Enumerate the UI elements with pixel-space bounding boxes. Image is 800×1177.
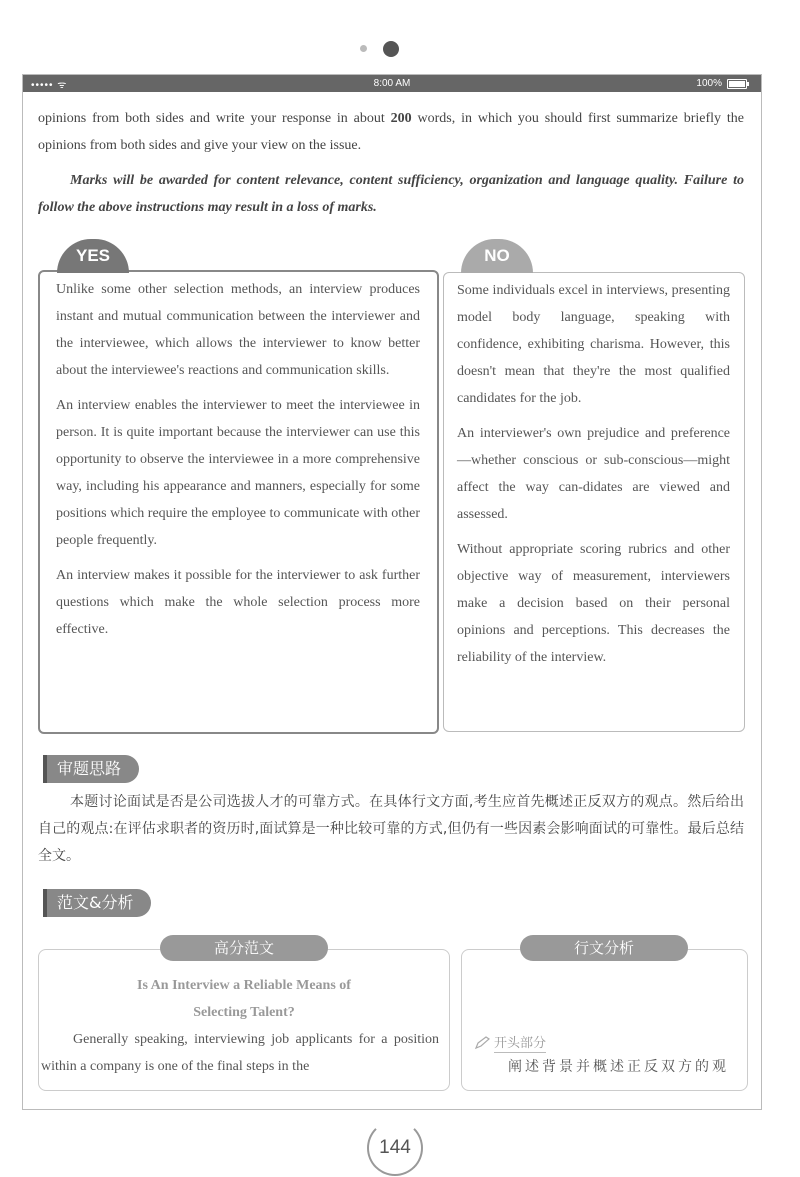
intro-text-after: words, in which you should first summarize briefly the opinions from both sides and give your view on the issue. xyxy=(38,111,745,153)
camera-indicator xyxy=(360,45,367,52)
word-count: 200 xyxy=(390,111,412,126)
camera-icon xyxy=(383,41,399,57)
yes-tab: YES xyxy=(57,239,129,273)
essay-title-line-2: Selecting Talent? xyxy=(193,1005,295,1020)
essay-title xyxy=(39,972,449,1026)
marking-instructions: Marks will be awarded for content relevance, content sufficiency, organization and language quality. Failure to follow the above instructions may result in a loss of marks. xyxy=(38,173,744,215)
section-title-sample-essay: 范文&分析 xyxy=(43,889,151,917)
analysis-heading-label: 开头部分 xyxy=(494,1032,546,1053)
page-number: 144 xyxy=(367,1120,423,1176)
status-bar xyxy=(23,75,761,92)
battery-indicator xyxy=(696,78,747,89)
battery-icon xyxy=(727,79,747,89)
analysis-approach-text: 本题讨论面试是否是公司选拔人才的可靠方式。在具体行文方面,考生应首先概述正反双方的观点。然后给出自己的观点:在评估求职者的资历时,面试算是一种比较可靠的方式,但仍有一些因素会影响面试的可靠性。最后总结全文。 xyxy=(38,794,744,864)
signal-icon: ••••• ᯤ xyxy=(31,80,68,91)
sample-essay-tab: 高分范文 xyxy=(160,935,328,961)
analysis-heading xyxy=(474,1032,546,1053)
sample-essay-card xyxy=(38,949,450,1091)
yes-card xyxy=(38,270,439,734)
status-time: 8:00 AM xyxy=(373,78,411,89)
tablet-screen xyxy=(22,74,762,1110)
analysis-text: 阐述背景并概述正反双方的观 xyxy=(508,1059,729,1075)
pencil-icon xyxy=(474,1036,492,1050)
no-tab: NO xyxy=(461,239,533,273)
writing-analysis-card xyxy=(461,949,748,1091)
no-paragraph-1: Some individuals excel in interviews, presenting model body language, speaking with confidence, exhibiting charisma. However, this doesn't mean that they're the most qualified candidates for the job. xyxy=(457,283,730,406)
no-card xyxy=(443,272,745,732)
intro-text-before: opinions from both sides and write your response in about xyxy=(38,111,391,126)
essay-body: Generally speaking, interviewing job applicants for a position within a company is one of the final steps in the xyxy=(41,1032,439,1074)
no-paragraph-3: Without appropriate scoring rubrics and other objective way of measurement, interviewers make a decision based on their personal opinions and perceptions. This decreases the reliability of the interview. xyxy=(457,542,730,665)
battery-percent: 100% xyxy=(696,78,722,89)
section-title-analysis-approach: 审题思路 xyxy=(43,755,139,783)
intro-paragraph xyxy=(38,105,744,159)
no-paragraph-2: An interviewer's own prejudice and preference—whether conscious or sub-conscious—might affect the way can-didates are viewed and assessed. xyxy=(457,426,730,522)
yes-paragraph-3: An interview makes it possible for the interviewer to ask further questions which make the whole selection process more effective. xyxy=(56,568,420,637)
essay-title-line-1: Is An Interview a Reliable Means of xyxy=(137,978,351,993)
yes-paragraph-1: Unlike some other selection methods, an interview produces instant and mutual communication between the interviewer and the interviewee, which allows the interviewer to know better about the interviewee's reactions and communication skills. xyxy=(56,282,420,378)
writing-analysis-tab: 行文分析 xyxy=(520,935,688,961)
yes-paragraph-2: An interview enables the interviewer to meet the interviewee in person. It is quite important because the interviewer can use this opportunity to observe the interviewee in a more comprehensive way, including his appearance and manners, especially for some positions which require the employee to communicate with other people frequently. xyxy=(56,398,420,548)
